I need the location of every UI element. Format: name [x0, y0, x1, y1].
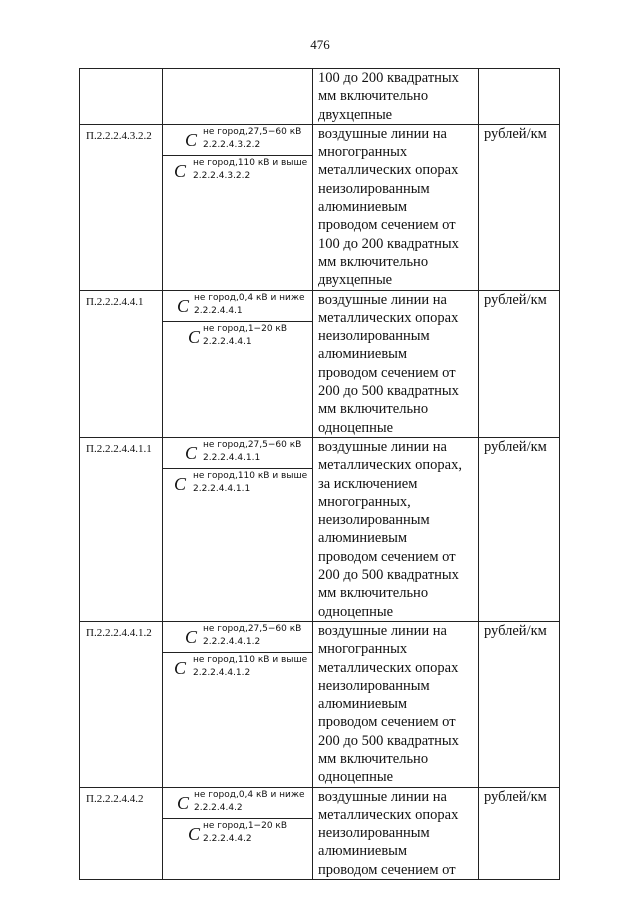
- rate-letter: C: [174, 160, 187, 181]
- item-code: П.2.2.2.4.4.1.2: [86, 626, 152, 639]
- symbol-cell: [163, 124, 313, 290]
- rate-letter: C: [177, 792, 190, 813]
- unit-label: рублей/км: [484, 291, 547, 308]
- rate-superscript: не город,110 кВ и выше: [193, 470, 308, 481]
- code-cell: [80, 69, 163, 125]
- tariff-table: [79, 68, 560, 880]
- unit-cell: [479, 621, 560, 787]
- description-line: за исключением: [318, 475, 418, 492]
- description-line: металлических опорах: [318, 162, 459, 179]
- description-line: проводом сечением от: [318, 217, 456, 234]
- unit-cell: [479, 787, 560, 879]
- rate-symbol: [163, 622, 312, 653]
- rate-subscript: 2.2.2.4.4.2: [203, 833, 252, 844]
- description-cell: [313, 124, 479, 290]
- description-line: проводом сечением от: [318, 861, 456, 878]
- description-line: металлических опорах: [318, 309, 459, 326]
- page-number: 476: [310, 37, 330, 52]
- description-line: алюминиевым: [318, 843, 408, 860]
- rate-symbol: [163, 322, 312, 352]
- rate-letter: C: [185, 626, 198, 647]
- rate-letter: C: [185, 129, 198, 150]
- description-line: многогранных: [318, 641, 408, 658]
- code-cell: [80, 621, 163, 787]
- rate-subscript: 2.2.2.4.3.2.2: [203, 139, 261, 150]
- table-row: [80, 787, 560, 879]
- item-code: П.2.2.2.4.4.1: [86, 295, 144, 308]
- code-cell: [80, 787, 163, 879]
- rate-subscript: 2.2.2.4.4.1.1: [203, 452, 261, 463]
- table-row: [80, 290, 560, 437]
- description-line: одноцепные: [318, 603, 394, 620]
- rate-letter: C: [174, 657, 187, 678]
- description-cell: [313, 69, 479, 125]
- unit-label: рублей/км: [484, 788, 547, 805]
- unit-cell: [479, 290, 560, 437]
- table-row: [80, 437, 560, 621]
- description-line: многогранных,: [318, 493, 411, 510]
- rate-superscript: не город,27,5−60 кВ: [203, 623, 302, 634]
- rate-subscript: 2.2.2.4.3.2.2: [193, 170, 251, 181]
- description-line: алюминиевым: [318, 346, 408, 363]
- rate-symbol: [163, 125, 312, 156]
- rate-symbol: [163, 469, 312, 499]
- item-code: П.2.2.2.4.4.1.1: [86, 442, 152, 455]
- description-line: воздушные линии на: [318, 788, 447, 805]
- description-line: металлических опорах: [318, 659, 459, 676]
- description-cell: [313, 437, 479, 621]
- unit-label: рублей/км: [484, 622, 547, 639]
- item-code: П.2.2.2.4.3.2.2: [86, 129, 152, 142]
- description-cell: [313, 621, 479, 787]
- description-line: 200 до 500 квадратных: [318, 732, 459, 749]
- unit-label: рублей/км: [484, 438, 547, 455]
- description-line: неизолированным: [318, 180, 430, 197]
- rate-superscript: не город,1−20 кВ: [203, 323, 288, 334]
- code-cell: [80, 437, 163, 621]
- description-line: 100 до 200 квадратных: [318, 235, 459, 252]
- description-line: мм включительно: [318, 401, 429, 418]
- table-row: [80, 124, 560, 290]
- description-line: металлических опорах,: [318, 457, 462, 474]
- rate-subscript: 2.2.2.4.4.1.2: [193, 667, 251, 678]
- description-line: одноцепные: [318, 769, 394, 786]
- description-line: двухцепные: [318, 106, 393, 123]
- symbol-cell: [163, 69, 313, 125]
- description-line: многогранных: [318, 144, 408, 161]
- description-line: неизолированным: [318, 512, 430, 529]
- unit-cell: [479, 124, 560, 290]
- rate-superscript: не город,1−20 кВ: [203, 820, 288, 831]
- table-row: [80, 621, 560, 787]
- description-line: алюминиевым: [318, 199, 408, 216]
- description-line: мм включительно: [318, 585, 429, 602]
- description-line: 200 до 500 квадратных: [318, 567, 459, 584]
- rate-symbol: [163, 291, 312, 322]
- rate-subscript: 2.2.2.4.4.2: [194, 802, 243, 813]
- symbol-cell: [163, 437, 313, 621]
- rate-subscript: 2.2.2.4.4.1.1: [193, 483, 251, 494]
- rate-letter: C: [188, 326, 201, 347]
- symbol-cell: [163, 290, 313, 437]
- rate-symbol: [163, 438, 312, 469]
- description-line: мм включительно: [318, 88, 429, 105]
- rate-symbol: [163, 156, 312, 186]
- description-line: металлических опорах: [318, 806, 459, 823]
- symbol-cell: [163, 621, 313, 787]
- code-cell: [80, 290, 163, 437]
- description-line: двухцепные: [318, 272, 393, 289]
- description-line: неизолированным: [318, 677, 430, 694]
- description-line: мм включительно: [318, 750, 429, 767]
- description-line: проводом сечением от: [318, 364, 456, 381]
- description-line: неизолированным: [318, 328, 430, 345]
- rate-superscript: не город,0,4 кВ и ниже: [194, 789, 305, 800]
- description-line: неизолированным: [318, 825, 430, 842]
- item-code: П.2.2.2.4.4.2: [86, 792, 144, 805]
- description-line: проводом сечением от: [318, 548, 456, 565]
- unit-cell: [479, 69, 560, 125]
- description-line: 100 до 200 квадратных: [318, 70, 459, 86]
- rate-symbol: [163, 653, 312, 683]
- description-line: воздушные линии на: [318, 125, 447, 142]
- rate-letter: C: [188, 823, 201, 844]
- description-line: проводом сечением от: [318, 714, 456, 731]
- description-line: одноцепные: [318, 419, 394, 436]
- item-code: [80, 69, 162, 74]
- rate-superscript: не город,110 кВ и выше: [193, 654, 308, 665]
- rate-letter: C: [185, 442, 198, 463]
- description-cell: [313, 290, 479, 437]
- description-line: 200 до 500 квадратных: [318, 383, 459, 400]
- rate-subscript: 2.2.2.4.4.1: [194, 305, 243, 316]
- description-cell: [313, 787, 479, 879]
- rate-subscript: 2.2.2.4.4.1: [203, 336, 252, 347]
- unit-cell: [479, 437, 560, 621]
- rate-symbol: [163, 788, 312, 819]
- rate-superscript: не город,27,5−60 кВ: [203, 126, 302, 137]
- description-line: мм включительно: [318, 253, 429, 270]
- rate-letter: C: [174, 473, 187, 494]
- rate-symbol: [163, 819, 312, 849]
- rate-superscript: не город,0,4 кВ и ниже: [194, 292, 305, 303]
- rate-subscript: 2.2.2.4.4.1.2: [203, 636, 261, 647]
- symbol-cell: [163, 787, 313, 879]
- table-row: [80, 69, 560, 125]
- rate-superscript: не город,110 кВ и выше: [193, 157, 308, 168]
- rate-superscript: не город,27,5−60 кВ: [203, 439, 302, 450]
- rate-letter: C: [177, 295, 190, 316]
- code-cell: [80, 124, 163, 290]
- description-line: воздушные линии на: [318, 438, 447, 455]
- description-line: алюминиевым: [318, 696, 408, 713]
- description-line: воздушные линии на: [318, 622, 447, 639]
- description-line: воздушные линии на: [318, 291, 447, 308]
- unit-label: рублей/км: [484, 125, 547, 142]
- description-line: алюминиевым: [318, 530, 408, 547]
